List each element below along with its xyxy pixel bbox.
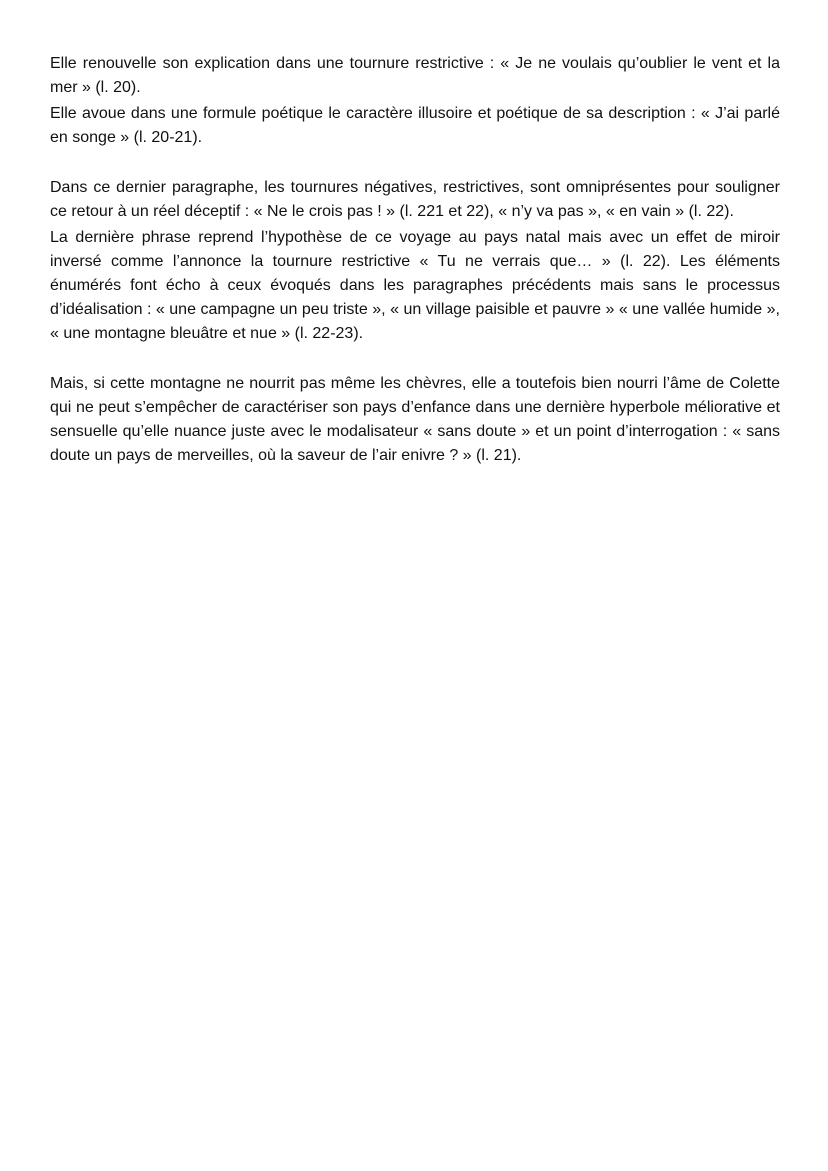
paragraph-inverted-mirror: La dernière phrase reprend l’hypothèse de ce voyage au pays natal mais avec un effet de miroir inversé comme l’annonce la tournure restrictive « Tu ne verrais que… » (l. 22). Les éléments énumérés font écho à ceux évoqués dans les paragraphes précédents mais sans le processus d’idéalisation : « une campagne un peu triste », « un village paisible et pauvre » « une vallée humide », « une montagne bleuâtre et nue » (l. 22-23). <box>50 229 780 342</box>
paragraph-poetic-confession: Elle avoue dans une formule poétique le caractère illusoire et poétique de sa description : « J’ai parlé en songe » (l. 20-21). <box>50 105 780 146</box>
paragraph-closing-hyperbole: Mais, si cette montagne ne nourrit pas même les chèvres, elle a toutefois bien nourri l’âme de Colette qui ne peut s’empêcher de caractériser son pays d’enfance dans une dernière hyperbole méliorative et sensuelle qu’elle nuance juste avec le modalisateur « sans doute » et un point d’interrogation : « sans doute un pays de merveilles, où la saveur de l’air enivre ? » (l. 21). <box>50 375 780 464</box>
paragraph-restrictive-explanation: Elle renouvelle son explication dans une tournure restrictive : « Je ne voulais qu’oublier le vent et la mer » (l. 20). <box>50 55 780 96</box>
document-page <box>50 52 780 468</box>
paragraph-negative-turns: Dans ce dernier paragraphe, les tournures négatives, restrictives, sont omniprésentes pour souligner ce retour à un réel déceptif : « Ne le crois pas ! » (l. 221 et 22), « n’y va pas », « en vain » (l. 22). <box>50 179 780 220</box>
